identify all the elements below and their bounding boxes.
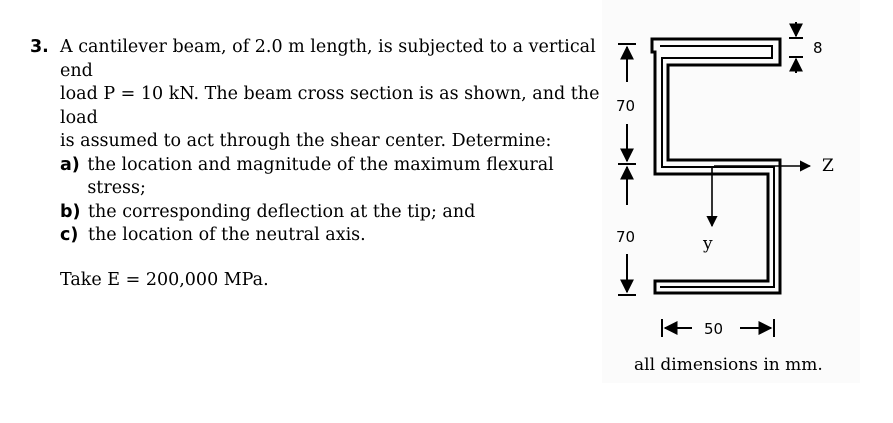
y-axis-label: y bbox=[703, 234, 713, 254]
part-label: c) bbox=[60, 225, 79, 245]
upper-height-label: 70 bbox=[616, 97, 636, 115]
lower-height-label: 70 bbox=[616, 228, 636, 246]
width-dimension bbox=[662, 319, 774, 338]
part-text: the location and magnitude of the maximum flexural stress; bbox=[87, 154, 554, 198]
given-modulus: Take E = 200,000 MPa. bbox=[60, 269, 269, 290]
part-text: the location of the neutral axis. bbox=[88, 225, 366, 245]
stem-line: is assumed to act through the shear center. Determine: bbox=[60, 131, 552, 151]
y-axis bbox=[702, 166, 713, 254]
problem-number: 3. bbox=[30, 37, 49, 57]
figure-caption: all dimensions in mm. bbox=[634, 355, 823, 375]
thickness-dimension bbox=[789, 22, 823, 73]
part-text: the corresponding deflection at the tip; and bbox=[88, 201, 476, 222]
part-label: b) bbox=[60, 201, 81, 222]
width-label: 50 bbox=[704, 320, 724, 338]
stem-line: load P = 10 kN. The beam cross section is as shown, and the load bbox=[60, 84, 600, 128]
part-label: a) bbox=[60, 154, 80, 175]
thickness-label: 8 bbox=[813, 39, 823, 57]
z-axis-label: Z bbox=[822, 156, 834, 176]
height-dimension bbox=[616, 44, 636, 295]
stem-line: A cantilever beam, of 2.0 m length, is subjected to a vertical end bbox=[60, 37, 596, 81]
